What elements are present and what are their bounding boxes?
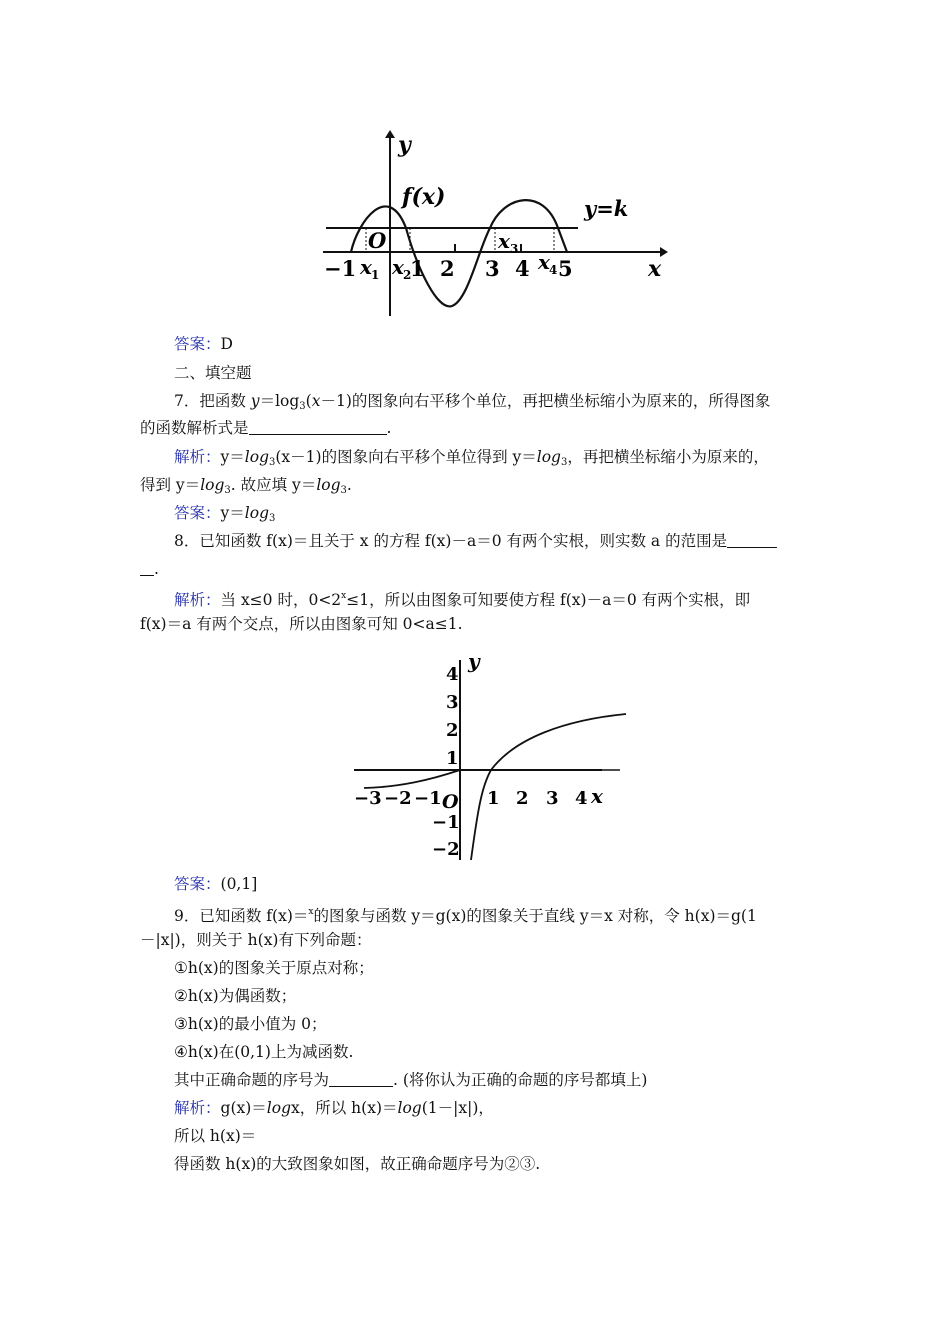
root-x4-sub: 4	[549, 263, 558, 277]
q7-analysis	[174, 446, 854, 474]
x-tick-4: 4	[575, 788, 588, 809]
analysis-label: 解析：	[174, 1099, 221, 1117]
text-run: ，再把横坐标缩小为原来的，	[567, 448, 769, 466]
root-x4: x	[538, 250, 550, 274]
subscript: 3	[224, 485, 231, 496]
x-axis-label: x	[591, 784, 603, 808]
curve-label: f(x)	[402, 184, 446, 210]
q8-analysis	[174, 585, 854, 611]
text-run: log	[316, 476, 341, 494]
x-tick-2: 2	[516, 788, 529, 809]
section-heading: 二、填空题	[174, 364, 252, 382]
subscript: 3	[560, 457, 568, 468]
q8-answer	[174, 873, 854, 895]
text-run: (1－|x|)，	[421, 1099, 494, 1117]
root-x3: x	[498, 229, 510, 253]
q7-question-line2	[140, 417, 820, 439]
text-run: log	[397, 1099, 422, 1117]
line-label: y=k	[584, 196, 629, 221]
superscript: x	[341, 591, 347, 601]
text-run: 的函数解析式是	[140, 419, 249, 437]
x-tick-neg1: −1	[414, 788, 442, 809]
q7-question	[174, 390, 854, 418]
text-run: g(x)＝	[220, 1099, 267, 1117]
text-run: ＝log	[259, 392, 300, 410]
text-run: log	[244, 448, 269, 466]
answer-blank	[329, 1072, 393, 1087]
subscript: 3	[340, 485, 347, 496]
subscript: 3	[269, 457, 276, 468]
y-tick-4: 4	[446, 664, 459, 685]
q8-question-line2	[140, 558, 820, 580]
text-run: (	[305, 392, 312, 410]
text-run: .	[386, 419, 392, 437]
figure-2-graph	[350, 648, 630, 862]
tick-label-4: 4	[515, 256, 530, 281]
tick-label-2: 2	[440, 256, 455, 281]
analysis-label: 解析：	[174, 591, 221, 609]
text-run: 得到 y＝	[140, 476, 201, 494]
text-run: 9．已知函数 f(x)＝	[174, 907, 309, 925]
text-run: 其中正确命题的序号为	[174, 1071, 330, 1089]
text-run: . (将你认为正确的命题的序号都填上)	[393, 1071, 648, 1089]
q6-answer	[174, 333, 854, 355]
text-run: log	[536, 448, 561, 466]
root-x1: x	[360, 255, 372, 279]
answer-value: D	[220, 335, 233, 353]
q7-analysis-line2	[140, 474, 820, 502]
x-tick-1: 1	[487, 788, 500, 809]
figure-1-sine-graph	[318, 126, 670, 322]
q7-answer	[174, 502, 854, 530]
q8-question	[174, 530, 854, 552]
text-run: .	[346, 476, 352, 494]
answer-blank	[727, 533, 777, 548]
tick-label-5: 5	[558, 256, 573, 281]
x-tick-neg2: −2	[384, 788, 412, 809]
y-tick-neg2: −2	[432, 839, 460, 860]
analysis-label: 解析：	[174, 448, 221, 466]
root-x3-sub: 3	[510, 242, 519, 256]
q9-question-line2: －|x|)，则关于 h(x)有下列命题：	[140, 931, 372, 949]
tick-label-1: 1	[410, 256, 425, 281]
origin-label: O	[442, 791, 459, 813]
text-run: log	[244, 504, 269, 522]
text-run: y	[250, 392, 260, 410]
text-run: x，所以 h(x)＝	[291, 1099, 398, 1117]
root-x2-sub: 2	[403, 268, 412, 282]
answer-label: 答案：	[174, 875, 221, 893]
answer-blank	[140, 561, 154, 576]
answer-blank	[249, 420, 387, 435]
q9-proposition-2: ②h(x)为偶函数；	[174, 987, 297, 1005]
y-axis-label: y	[398, 132, 411, 158]
x-tick-3: 3	[546, 788, 559, 809]
q9-analysis	[174, 1097, 854, 1119]
tick-label-neg1: −1	[324, 256, 357, 281]
answer-value: (0,1]	[220, 875, 258, 893]
x-axis-arrow	[660, 247, 668, 257]
text-run: log	[266, 1099, 291, 1117]
text-run: 7．把函数	[174, 392, 251, 410]
text-run: .	[154, 560, 159, 578]
text-run: . 故应填 y＝	[230, 476, 317, 494]
q9-fill-prompt	[174, 1069, 854, 1091]
q9-proposition-4: ④h(x)在(0,1)上为减函数.	[174, 1043, 354, 1061]
origin-label: O	[368, 228, 387, 253]
y-axis-arrow	[385, 130, 395, 138]
superscript: x	[308, 907, 314, 917]
subscript: 3	[299, 401, 306, 412]
text-run: 的图象与函数 y＝g(x)的图象关于直线 y＝x 对称，令 h(x)＝g(1	[313, 907, 757, 925]
x-tick-neg3: −3	[354, 788, 382, 809]
answer-label: 答案：	[174, 335, 221, 353]
y-tick-2: 2	[446, 720, 459, 741]
y-tick-1: 1	[446, 748, 459, 769]
q9-analysis-line2: 所以 h(x)＝	[174, 1127, 257, 1145]
y-tick-neg1: −1	[432, 812, 460, 833]
text-run: x	[311, 392, 321, 410]
text-run: y＝	[220, 448, 245, 466]
text-run: 当 x≤0 时，0<2	[220, 591, 342, 609]
text-run: log	[200, 476, 225, 494]
subscript: 3	[269, 513, 276, 524]
q9-proposition-1: ①h(x)的图象关于原点对称；	[174, 959, 374, 977]
tick-label-3: 3	[485, 256, 500, 281]
q9-proposition-3: ③h(x)的最小值为 0；	[174, 1015, 327, 1033]
text-run: ≤1，所以由图象可知要使方程 f(x)－a＝0 有两个实根，即	[346, 591, 751, 609]
root-x1-sub: 1	[371, 268, 380, 282]
curve-fx	[351, 200, 567, 306]
root-x2: x	[392, 255, 404, 279]
curve-exp-branch	[364, 770, 460, 788]
y-axis-label: y	[468, 649, 480, 673]
text-run: (x－1)的图象向右平移个单位得到 y＝	[275, 448, 537, 466]
q9-analysis-line3: 得函数 h(x)的大致图象如图，故正确命题序号为②③.	[174, 1155, 541, 1173]
x-axis-label: x	[648, 256, 662, 282]
q8-analysis-line2: f(x)＝a 有两个交点，所以由图象可知 0<a≤1.	[140, 615, 463, 633]
answer-label: 答案：	[174, 504, 221, 522]
q9-question	[174, 901, 854, 927]
text-run: y＝	[220, 504, 245, 522]
y-tick-3: 3	[446, 692, 459, 713]
text-run: 8．已知函数 f(x)＝且关于 x 的方程 f(x)－a＝0 有两个实根，则实数 a 的范围是	[174, 532, 728, 550]
text-run: －1)的图象向右平移个单位，再把横坐标缩小为原来的，所得图象	[320, 392, 771, 410]
